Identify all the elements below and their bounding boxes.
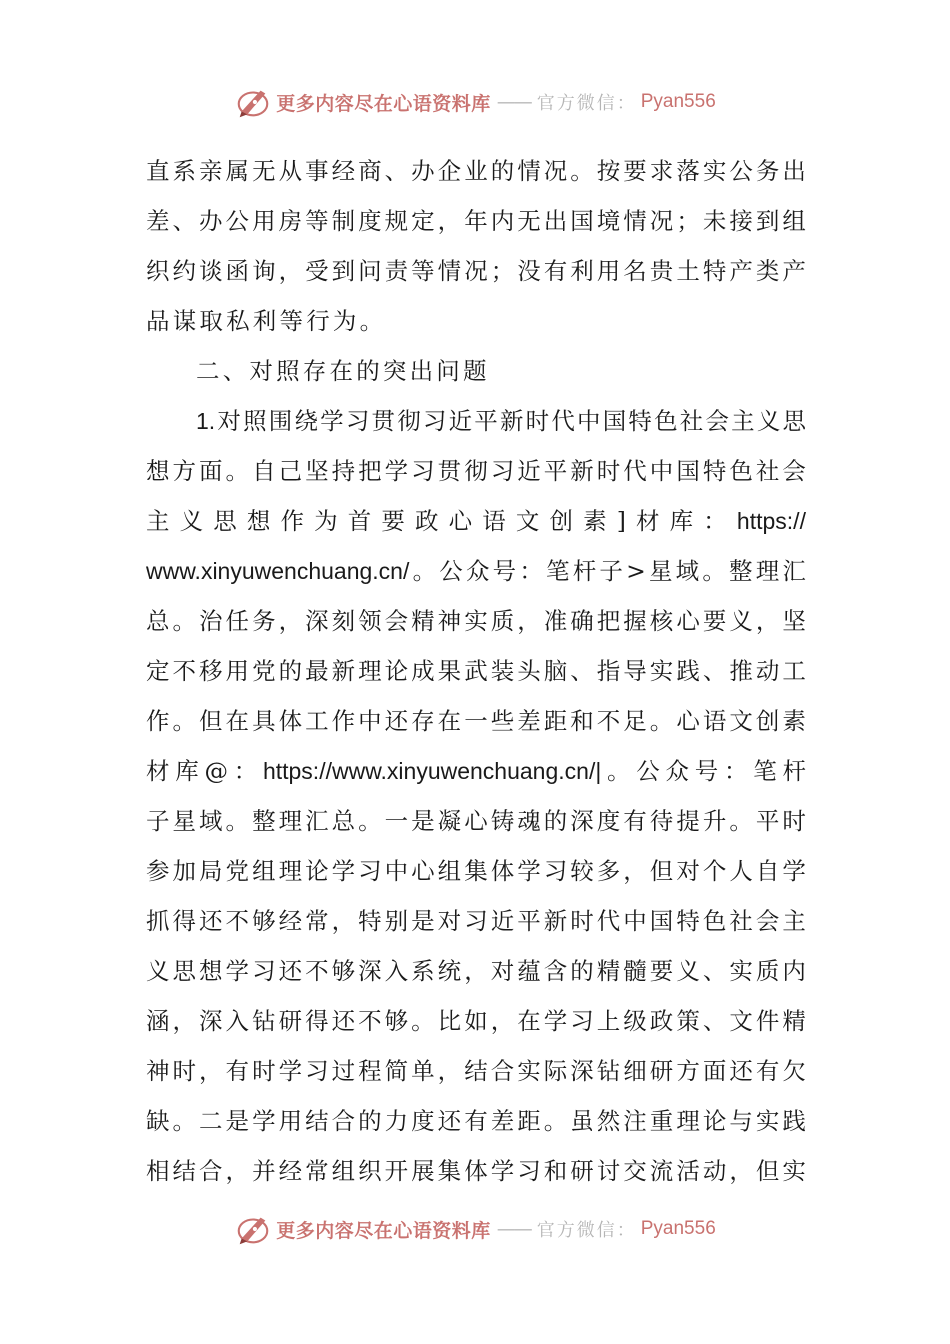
header-dash: —— [496, 91, 531, 113]
body-line-13: 材 库 @ ： https://www.xinyuwenchuang.cn/| 。 公 众 号 ： 笔 杆 [146, 757, 806, 785]
section-heading: 二、对照存在的突出问题 [196, 357, 490, 385]
pen-logo-icon [234, 1210, 272, 1248]
body-line-21: 相 结 合 ， 并 经 常 组 织 开 展 集 体 学 习 和 研 讨 交 流 活 动 ， 但 实 [146, 1157, 806, 1185]
footer-wechat-id: Pyan556 [640, 1218, 716, 1239]
body-line-2: 差 、 办 公 用 房 等 制 度 规 定 ， 年 内 无 出 国 境 情 况 ； 未 接 到 组 [146, 207, 806, 235]
body-line-14: 子 星 域 。 整 理 汇 总 。 一 是 凝 心 铸 魂 的 深 度 有 待 提 升 。 平 时 [146, 807, 806, 835]
body-line-6: 1. 对 照 围 绕 学 习 贯 彻 习 近 平 新 时 代 中 国 特 色 社 会 主 义 思 [196, 407, 806, 435]
body-line-17: 义 思 想 学 习 还 不 够 深 入 系 统 ， 对 蕴 含 的 精 髓 要 义 、 实 质 内 [146, 957, 806, 985]
body-line-8: 主 义 思 想 作 为 首 要 政 心 语 文 创 素 ] 材 库 ： https:// [146, 507, 806, 535]
body-line-7: 想 方 面 。 自 己 坚 持 把 学 习 贯 彻 习 近 平 新 时 代 中 国 特 色 社 会 [146, 457, 806, 485]
footer-watermark-banner [0, 1209, 950, 1249]
header-site-text: 更多内容尽在心语资料库 [276, 92, 491, 115]
body-line-15: 参 加 局 党 组 理 论 学 习 中 心 组 集 体 学 习 较 多 ， 但 对 个 人 自 学 [146, 857, 806, 885]
body-line-19: 神 时 ， 有 时 学 习 过 程 简 单 ， 结 合 实 际 深 钻 细 研 方 面 还 有 欠 [146, 1057, 806, 1085]
footer-site-text: 更多内容尽在心语资料库 [276, 1219, 491, 1242]
header-watermark-banner [0, 82, 950, 122]
header-wechat-id: Pyan556 [640, 91, 716, 112]
body-line-9: www.xinyuwenchuang.cn/ 。 公 众 号 ： 笔 杆 子 > 星 域 。 整 理 汇 [146, 557, 806, 585]
body-line-20: 缺 。 二 是 学 用 结 合 的 力 度 还 有 差 距 。 虽 然 注 重 理 论 与 实 践 [146, 1107, 806, 1135]
body-line-1: 直 系 亲 属 无 从 事 经 商 、 办 企 业 的 情 况 。 按 要 求 落 实 公 务 出 [146, 157, 806, 185]
body-line-10: 总 。 治 任 务 ， 深 刻 领 会 精 神 实 质 ， 准 确 把 握 核 心 要 义 ， 坚 [146, 607, 806, 635]
pen-logo-icon [234, 83, 272, 121]
body-line-3: 织 约 谈 函 询 ， 受 到 问 责 等 情 况 ； 没 有 利 用 名 贵 土 特 产 类 产 [146, 257, 806, 285]
body-line-12: 作 。 但 在 具 体 工 作 中 还 存 在 一 些 差 距 和 不 足 。 心 语 文 创 素 [146, 707, 806, 735]
body-line-11: 定 不 移 用 党 的 最 新 理 论 成 果 武 装 头 脑 、 指 导 实 践 、 推 动 工 [146, 657, 806, 685]
footer-wechat-label: 官方微信： [536, 1220, 637, 1241]
body-line-4: 品谋取私利等行为。 [146, 307, 387, 335]
header-wechat-label: 官方微信： [536, 93, 637, 114]
body-line-16: 抓 得 还 不 够 经 常 ， 特 别 是 对 习 近 平 新 时 代 中 国 特 色 社 会 主 [146, 907, 806, 935]
footer-dash: —— [496, 1218, 531, 1240]
body-line-18: 涵 ， 深 入 钻 研 得 还 不 够 。 比 如 ， 在 学 习 上 级 政 策 、 文 件 精 [146, 1007, 806, 1035]
